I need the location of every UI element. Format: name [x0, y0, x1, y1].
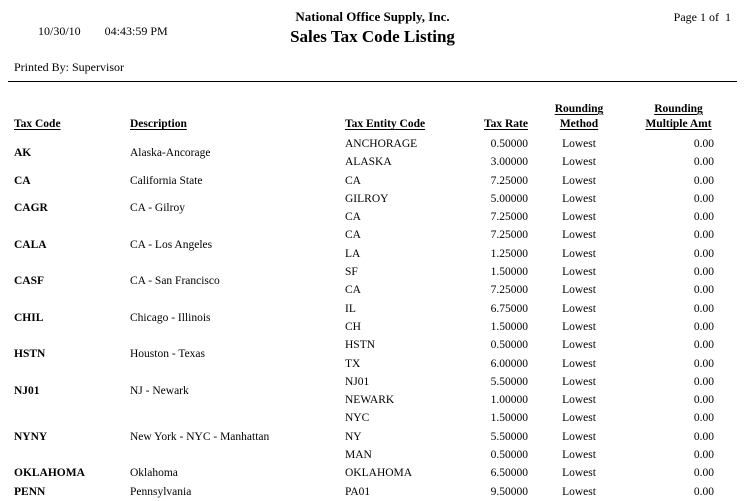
- rounding-multiple-amt-cell: 0.00: [693, 375, 714, 388]
- tax-rate-cell: 7.25000: [490, 229, 528, 242]
- rounding-method-cell: Lowest: [562, 284, 596, 297]
- tax-entity-code-cell: SF: [345, 266, 358, 279]
- rounding-method-cell: Lowest: [562, 192, 596, 205]
- col-header-rounding-multiple-line2: Multiple Amt: [645, 118, 712, 130]
- tax-entity-code-cell: NYC: [345, 412, 370, 425]
- rounding-multiple-amt-cell: 0.00: [693, 430, 714, 443]
- table-row: [14, 300, 731, 318]
- printed-by: Printed By: Supervisor: [14, 60, 124, 74]
- tax-code-cell: CA: [14, 174, 31, 187]
- tax-rate-cell: 7.25000: [490, 284, 528, 297]
- col-header-tax-rate: [455, 102, 528, 135]
- description-cell: Alaska-Ancorage: [130, 147, 211, 160]
- company-name: National Office Supply, Inc.: [295, 9, 450, 24]
- rounding-method-cell: Lowest: [562, 247, 596, 260]
- tax-entity-code-cell: NJ01: [345, 375, 370, 388]
- rounding-method-cell: Lowest: [562, 138, 596, 150]
- table-row: [14, 483, 731, 501]
- col-header-tax-code-label: Tax Code: [14, 118, 61, 130]
- col-header-tax-entity-code: [345, 102, 455, 135]
- col-header-tax-entity-code-label: Tax Entity Code: [345, 118, 426, 130]
- tax-entity-code-cell: LA: [345, 247, 361, 260]
- rounding-multiple-amt-cell: 0.00: [693, 394, 714, 407]
- tax-code-cell: NJ01: [14, 385, 40, 397]
- tax-entity-code-cell: HSTN: [345, 339, 376, 352]
- tax-entity-code-cell: NY: [345, 430, 362, 443]
- description-cell: California State: [130, 174, 203, 187]
- col-header-rounding-multiple-line1: Rounding: [654, 103, 703, 115]
- rounding-multiple-amt-cell: 0.00: [693, 211, 714, 224]
- tax-code-table: [14, 102, 731, 501]
- tax-entity-code-cell: CA: [345, 211, 361, 224]
- tax-entity-code-cell: NEWARK: [345, 394, 395, 407]
- tax-entity-code-cell: CH: [345, 320, 361, 333]
- table-row: [14, 263, 731, 281]
- tax-rate-cell: 7.25000: [490, 174, 528, 187]
- col-header-description: [130, 102, 345, 135]
- rounding-method-cell: Lowest: [562, 174, 596, 187]
- tax-entity-code-cell: CA: [345, 174, 361, 187]
- rounding-multiple-amt-cell: 0.00: [693, 449, 714, 462]
- tax-rate-cell: 3.00000: [490, 156, 528, 169]
- tax-rate-cell: 1.50000: [490, 412, 528, 425]
- description-cell: CA - San Francisco: [130, 275, 220, 288]
- tax-code-cell: CALA: [14, 238, 47, 251]
- rounding-method-cell: Lowest: [562, 229, 596, 242]
- rounding-multiple-amt-cell: 0.00: [693, 357, 714, 370]
- tax-entity-code-cell: IL: [345, 302, 356, 315]
- tax-rate-cell: 7.25000: [490, 211, 528, 224]
- print-date: 10/30/10: [38, 24, 81, 38]
- tax-entity-code-cell: CA: [345, 229, 361, 242]
- tax-table-body: [14, 135, 731, 501]
- tax-rate-cell: 0.50000: [490, 138, 528, 150]
- description-cell: Pennsylvania: [130, 485, 192, 498]
- rounding-method-cell: Lowest: [562, 156, 596, 169]
- rounding-multiple-amt-cell: 0.00: [693, 156, 714, 169]
- rounding-multiple-amt-cell: 0.00: [693, 412, 714, 425]
- col-header-rounding-method-line2: Method: [559, 118, 599, 130]
- rounding-method-cell: Lowest: [562, 302, 596, 315]
- rounding-method-cell: Lowest: [562, 449, 596, 462]
- tax-rate-cell: 6.75000: [490, 302, 528, 315]
- col-header-rounding-multiple-amt: [630, 102, 731, 135]
- table-row: [14, 373, 731, 391]
- tax-entity-code-cell: CA: [345, 284, 361, 297]
- rounding-multiple-amt-cell: 0.00: [693, 302, 714, 315]
- rounding-multiple-amt-cell: 0.00: [693, 266, 714, 279]
- header-right: [455, 10, 731, 74]
- tax-entity-code-cell: TX: [345, 357, 361, 370]
- date-time-line: [14, 10, 290, 52]
- tax-rate-cell: 5.50000: [490, 430, 528, 443]
- rounding-method-cell: Lowest: [562, 412, 596, 425]
- tax-rate-cell: 6.00000: [490, 357, 528, 370]
- rounding-multiple-amt-cell: 0.00: [693, 138, 714, 150]
- table-row: [14, 464, 731, 482]
- tax-rate-cell: 1.50000: [490, 266, 528, 279]
- tax-entity-code-cell: MAN: [345, 449, 372, 462]
- table-row: [14, 190, 731, 208]
- tax-rate-cell: 0.50000: [490, 339, 528, 352]
- table-row: [14, 135, 731, 153]
- rounding-method-cell: Lowest: [562, 357, 596, 370]
- page-number: Page 1 of 1: [673, 10, 731, 24]
- tax-code-cell: HSTN: [14, 348, 46, 361]
- table-row: [14, 336, 731, 354]
- rounding-method-cell: Lowest: [562, 430, 596, 443]
- rounding-multiple-amt-cell: 0.00: [693, 247, 714, 260]
- tax-code-cell: AK: [14, 147, 32, 160]
- table-row: [14, 409, 731, 427]
- rounding-method-cell: Lowest: [562, 375, 596, 388]
- description-cell: CA - Gilroy: [130, 202, 185, 215]
- tax-code-cell: OKLAHOMA: [14, 467, 85, 480]
- col-header-rounding-method: [528, 102, 630, 135]
- tax-entity-code-cell: GILROY: [345, 192, 389, 205]
- report-title: Sales Tax Code Listing: [290, 27, 455, 46]
- rounding-method-cell: Lowest: [562, 394, 596, 407]
- col-header-rounding-method-line1: Rounding: [554, 103, 604, 115]
- tax-rate-cell: 5.50000: [490, 375, 528, 388]
- description-cell: Houston - Texas: [130, 348, 206, 361]
- description-cell: Oklahoma: [130, 467, 178, 480]
- tax-rate-cell: 1.25000: [490, 247, 528, 260]
- tax-rate-cell: 0.50000: [490, 449, 528, 462]
- rounding-method-cell: Lowest: [562, 211, 596, 224]
- rounding-multiple-amt-cell: 0.00: [693, 174, 714, 187]
- rounding-multiple-amt-cell: 0.00: [693, 192, 714, 205]
- rounding-method-cell: Lowest: [562, 266, 596, 279]
- col-header-tax-code: [14, 102, 130, 135]
- report-header: [14, 10, 731, 74]
- description-cell: CA - Los Angeles: [130, 238, 213, 251]
- tax-rate-cell: 1.50000: [490, 320, 528, 333]
- rounding-multiple-amt-cell: 0.00: [693, 485, 714, 498]
- rounding-multiple-amt-cell: 0.00: [693, 339, 714, 352]
- rounding-method-cell: Lowest: [562, 339, 596, 352]
- tax-code-cell: CASF: [14, 275, 45, 288]
- rounding-multiple-amt-cell: 0.00: [693, 320, 714, 333]
- tax-code-cell: CAGR: [14, 202, 48, 215]
- tax-code-cell: PENN: [14, 485, 46, 498]
- header-left: [14, 10, 290, 74]
- description-cell: New York - NYC - Manhattan: [130, 430, 270, 443]
- rounding-method-cell: Lowest: [562, 485, 596, 498]
- rounding-method-cell: Lowest: [562, 320, 596, 333]
- print-time: 04:43:59 PM: [104, 24, 168, 38]
- col-header-tax-rate-label: Tax Rate: [484, 118, 528, 130]
- tax-entity-code-cell: ALASKA: [345, 156, 392, 169]
- table-row: [14, 226, 731, 244]
- description-cell: Chicago - Illinois: [130, 311, 211, 324]
- tax-entity-code-cell: ANCHORAGE: [345, 138, 418, 150]
- tax-code-cell: NYNY: [14, 430, 48, 443]
- header-divider: [8, 81, 737, 82]
- rounding-multiple-amt-cell: 0.00: [693, 284, 714, 297]
- description-cell: NJ - Newark: [130, 385, 189, 397]
- column-header-row: [14, 102, 731, 135]
- tax-entity-code-cell: OKLAHOMA: [345, 467, 413, 480]
- rounding-multiple-amt-cell: 0.00: [693, 467, 714, 480]
- tax-code-cell: CHIL: [14, 311, 44, 324]
- rounding-method-cell: Lowest: [562, 467, 596, 480]
- header-center: [290, 10, 455, 74]
- rounding-multiple-amt-cell: 0.00: [693, 229, 714, 242]
- col-header-description-label: Description: [130, 118, 187, 130]
- tax-entity-code-cell: PA01: [345, 485, 371, 498]
- tax-rate-cell: 5.00000: [490, 192, 528, 205]
- table-row: [14, 172, 731, 190]
- tax-rate-cell: 9.50000: [490, 485, 528, 498]
- tax-rate-cell: 6.50000: [490, 467, 528, 480]
- tax-rate-cell: 1.00000: [490, 394, 528, 407]
